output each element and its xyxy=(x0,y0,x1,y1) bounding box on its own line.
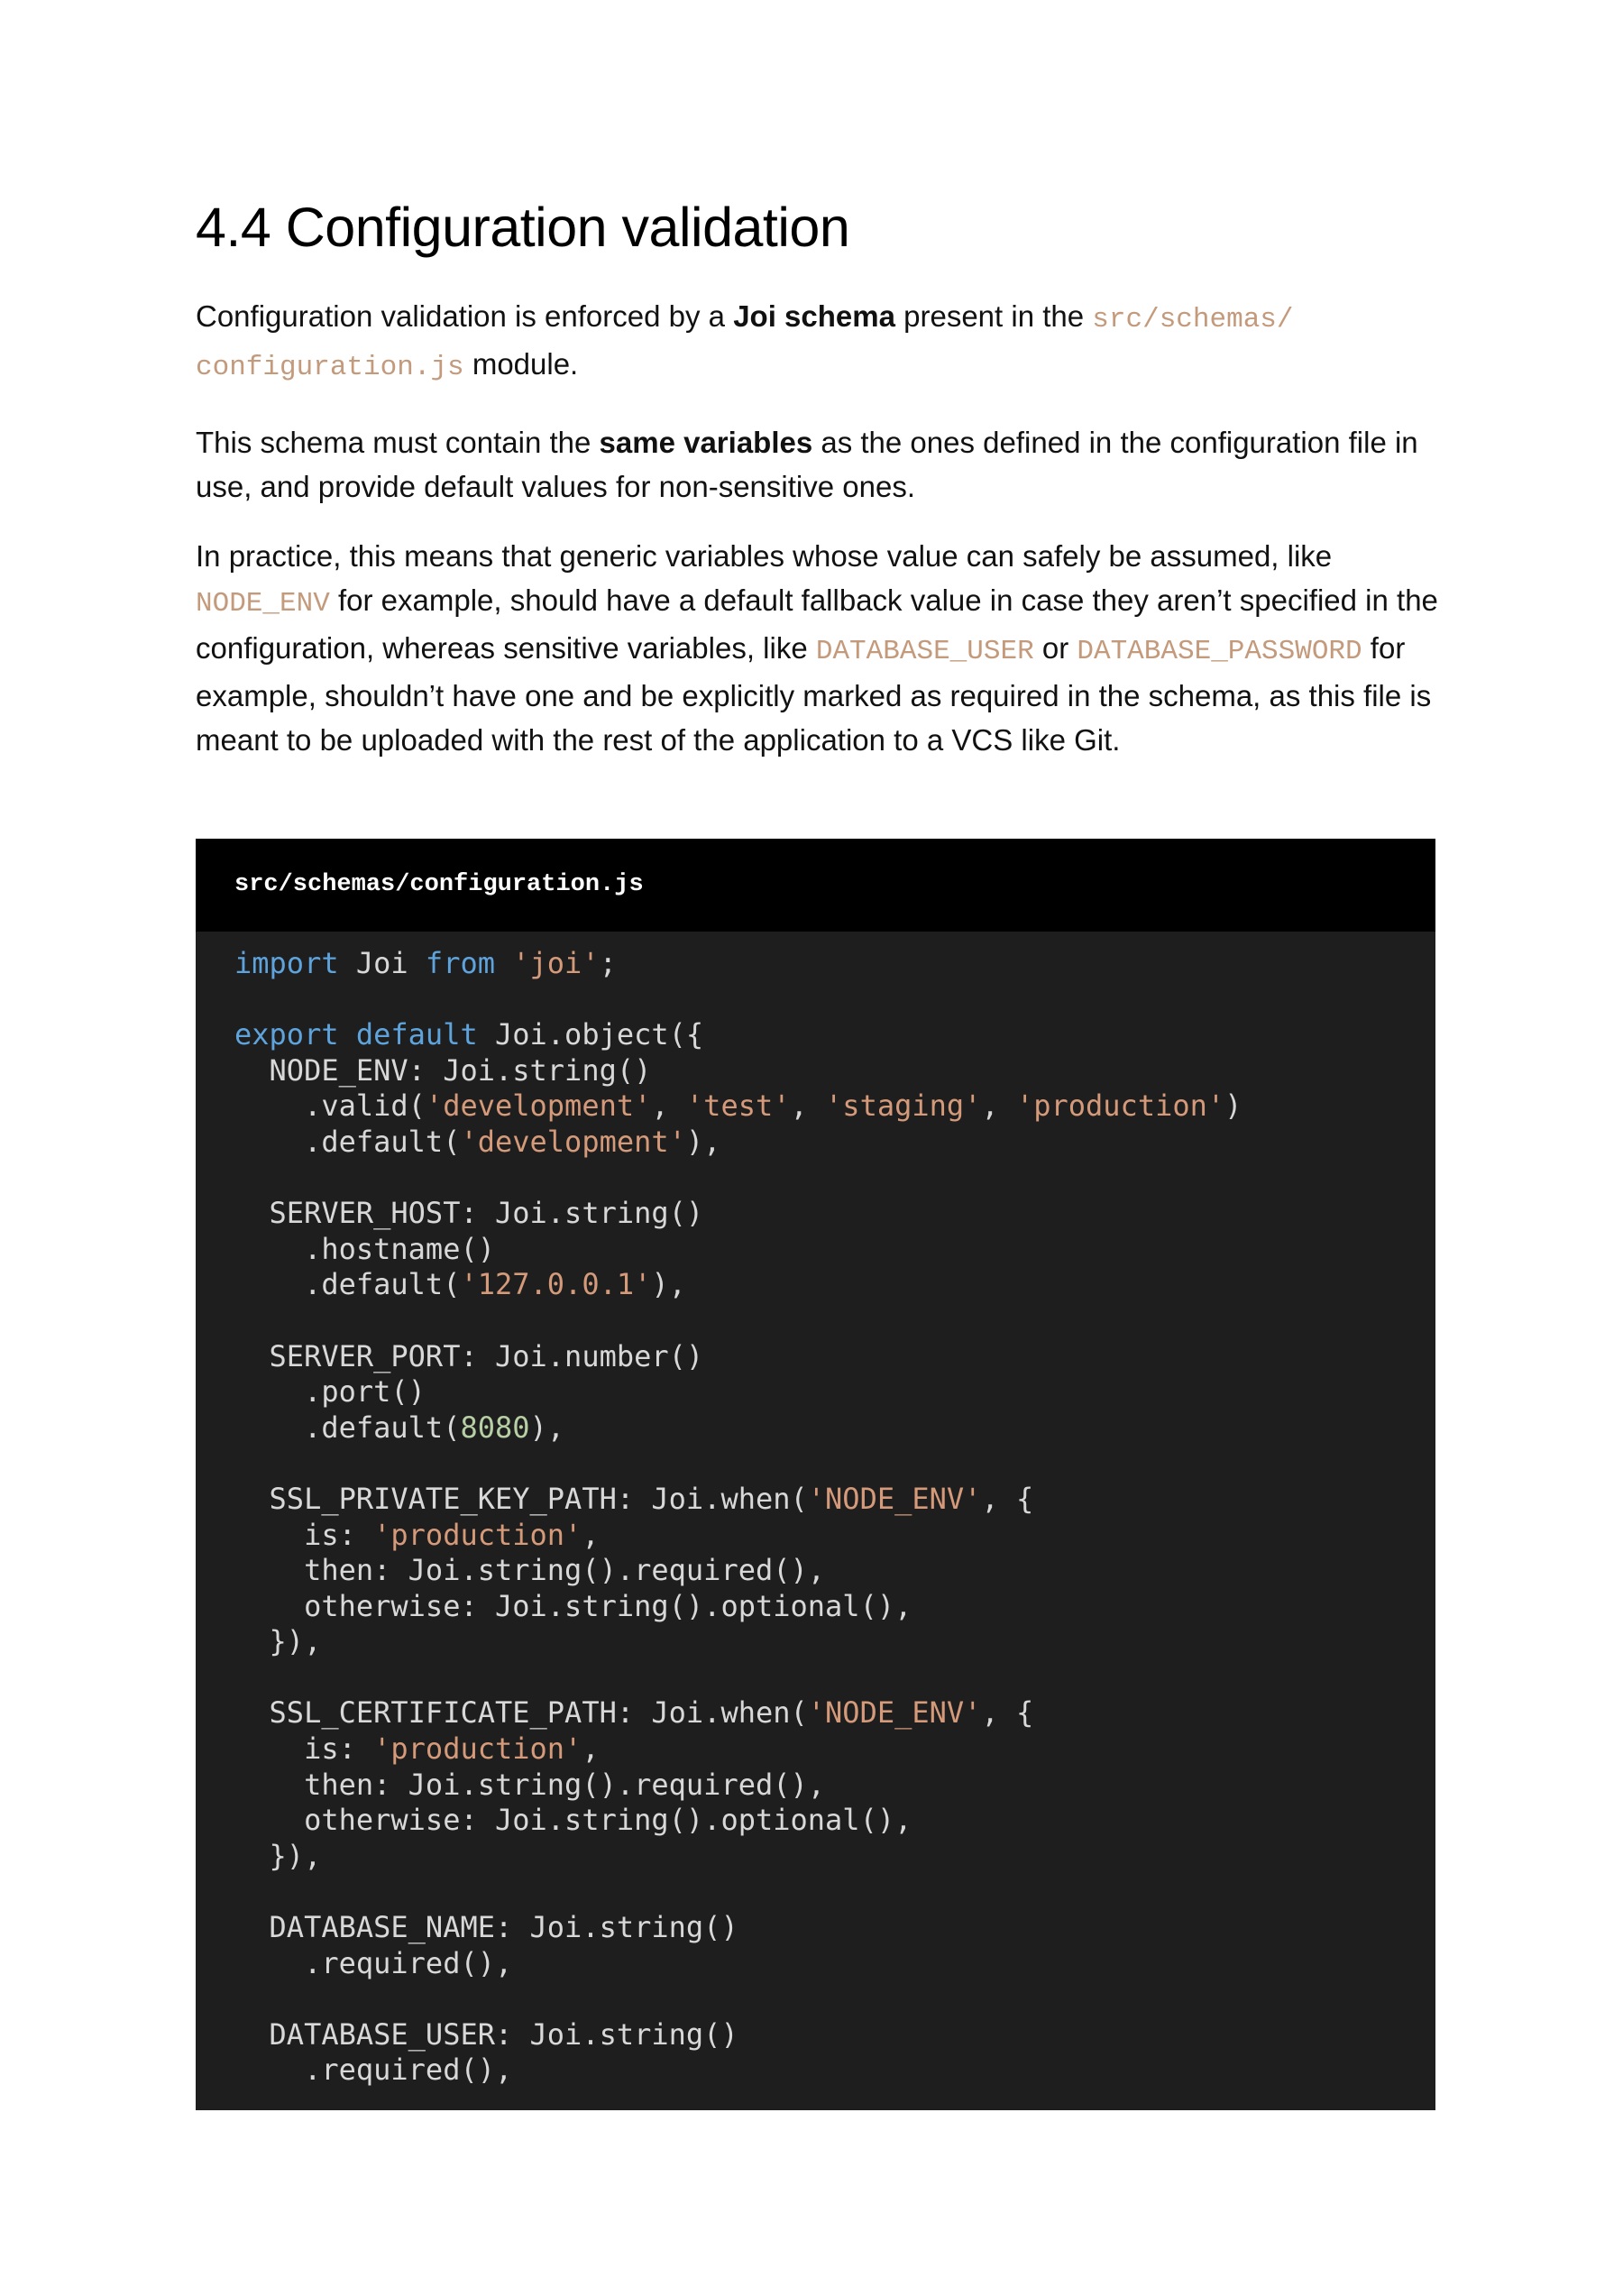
code-token: is: xyxy=(234,1731,374,1767)
code-token: , xyxy=(582,1731,600,1767)
code-token: .default( xyxy=(234,1410,461,1445)
code-filename: src/schemas/configuration.js xyxy=(196,839,1435,932)
code-line xyxy=(234,1624,1435,1660)
code-string: 'joi' xyxy=(512,946,600,980)
code-token: ; xyxy=(599,946,617,980)
code-line xyxy=(234,1874,1435,1910)
code-token: then: Joi.string().required(), xyxy=(234,1553,826,1588)
code-string: 'test' xyxy=(685,1088,791,1124)
code-token: , xyxy=(981,1088,1016,1124)
code-line xyxy=(234,1482,1435,1518)
code-line xyxy=(234,946,1435,982)
code-line xyxy=(234,1339,1435,1375)
code-line xyxy=(234,1981,1435,2017)
code-token: .required(), xyxy=(234,2053,513,2088)
code-line xyxy=(234,1803,1435,1839)
code-token: DATABASE_USER: Joi.string() xyxy=(234,2016,738,2052)
bold-text: Joi schema xyxy=(733,299,895,333)
code-token: SERVER_PORT: Joi.number() xyxy=(234,1338,704,1373)
code-keyword: from xyxy=(425,946,495,980)
text: or xyxy=(1033,631,1077,665)
code-line xyxy=(234,1768,1435,1804)
code-token: ) xyxy=(1224,1088,1242,1124)
text: In practice, this means that generic variables whose value can safely be assumed, like xyxy=(196,539,1333,573)
code-token xyxy=(495,946,512,980)
code-token: SSL_CERTIFICATE_PATH: Joi.when( xyxy=(234,1695,808,1731)
code-string: 'staging' xyxy=(825,1088,982,1124)
paragraph-in-practice xyxy=(196,534,1440,762)
code-string: 'development' xyxy=(460,1124,686,1159)
inline-code-node-env: NODE_ENV xyxy=(196,588,330,620)
code-token: ), xyxy=(651,1267,686,1302)
code-line xyxy=(234,1017,1435,1053)
code-line xyxy=(234,2053,1435,2089)
code-token: , { xyxy=(981,1481,1034,1516)
code-token: , { xyxy=(981,1695,1034,1731)
code-string: 'NODE_ENV' xyxy=(807,1695,982,1731)
code-line xyxy=(234,1232,1435,1268)
code-line xyxy=(234,1053,1435,1089)
code-line xyxy=(234,1731,1435,1768)
code-line xyxy=(234,1125,1435,1161)
code-line xyxy=(234,1695,1435,1731)
code-token: NODE_ENV: Joi.string() xyxy=(234,1052,652,1088)
text: present in the xyxy=(894,299,1093,333)
inline-code-database-password: DATABASE_PASSWORD xyxy=(1077,636,1362,667)
code-token: .default( xyxy=(234,1124,461,1159)
code-token: }), xyxy=(234,1838,322,1873)
code-line xyxy=(234,982,1435,1018)
code-number: 8080 xyxy=(460,1410,530,1445)
code-line xyxy=(234,1374,1435,1410)
code-token xyxy=(339,1017,356,1052)
code-token: is: xyxy=(234,1517,374,1552)
code-string: 'production' xyxy=(1015,1088,1225,1124)
code-line xyxy=(234,1161,1435,1197)
code-line xyxy=(234,1267,1435,1303)
code-token: .hostname() xyxy=(234,1231,495,1266)
paragraph-intro xyxy=(196,294,1440,390)
code-keyword: export xyxy=(234,1017,339,1052)
code-token: ), xyxy=(685,1124,721,1159)
code-line xyxy=(234,1660,1435,1696)
code-keyword: default xyxy=(355,1017,478,1052)
code-line xyxy=(234,1088,1435,1125)
text: module. xyxy=(463,347,579,381)
code-token: Joi xyxy=(338,946,426,980)
code-token: }), xyxy=(234,1624,322,1659)
code-string: '127.0.0.1' xyxy=(460,1267,652,1302)
code-token: SSL_PRIVATE_KEY_PATH: Joi.when( xyxy=(234,1481,808,1516)
code-content xyxy=(196,932,1435,2089)
code-line xyxy=(234,1589,1435,1625)
text: for example, shouldn’t have one and be explicitly marked as required in the schema, as this file is meant to be uploaded with the rest of the application to a VCS like Git. xyxy=(196,631,1432,757)
code-token: then: Joi.string().required(), xyxy=(234,1767,826,1802)
code-token: otherwise: Joi.string().optional(), xyxy=(234,1588,912,1623)
code-token: , xyxy=(790,1088,826,1124)
code-token: SERVER_HOST: Joi.string() xyxy=(234,1196,704,1231)
code-line xyxy=(234,2017,1435,2053)
code-token: ), xyxy=(529,1410,565,1445)
code-token: Joi.object({ xyxy=(477,1017,704,1052)
code-line xyxy=(234,1910,1435,1946)
inline-code-database-user: DATABASE_USER xyxy=(815,636,1034,667)
code-token: otherwise: Joi.string().optional(), xyxy=(234,1803,912,1838)
section-heading: 4.4 Configuration validation xyxy=(196,197,850,258)
bold-text: same variables xyxy=(599,426,813,459)
code-line xyxy=(234,1446,1435,1482)
code-block xyxy=(196,839,1435,2110)
text: Configuration validation is enforced by a xyxy=(196,299,734,333)
code-token: , xyxy=(651,1088,686,1124)
text: as the ones defined in the configuration file in use, and provide default values for non-sensitive ones. xyxy=(196,426,1418,503)
code-token: .required(), xyxy=(234,1945,513,1980)
code-line xyxy=(234,1839,1435,1875)
code-token: , xyxy=(582,1517,600,1552)
code-token: .default( xyxy=(234,1267,461,1302)
inline-code-path: src/schemas/ configuration.js xyxy=(196,304,1294,383)
text: This schema must contain the xyxy=(196,426,600,459)
code-token: DATABASE_NAME: Joi.string() xyxy=(234,1910,738,1945)
code-string: 'production' xyxy=(373,1731,582,1767)
code-token: .valid( xyxy=(234,1088,426,1124)
code-line xyxy=(234,1410,1435,1446)
code-line xyxy=(234,1946,1435,1982)
code-line xyxy=(234,1196,1435,1232)
code-string: 'NODE_ENV' xyxy=(807,1481,982,1516)
code-line xyxy=(234,1518,1435,1554)
paragraph-same-variables xyxy=(196,420,1440,509)
code-string: 'production' xyxy=(373,1517,582,1552)
code-keyword: import xyxy=(234,946,339,980)
text: for example, should have a default fallback value in case they aren’t specified in the configuration, whereas sensitive variables, like xyxy=(196,583,1438,665)
code-token: .port() xyxy=(234,1374,426,1410)
code-string: 'development' xyxy=(425,1088,652,1124)
code-line xyxy=(234,1303,1435,1339)
code-line xyxy=(234,1553,1435,1589)
